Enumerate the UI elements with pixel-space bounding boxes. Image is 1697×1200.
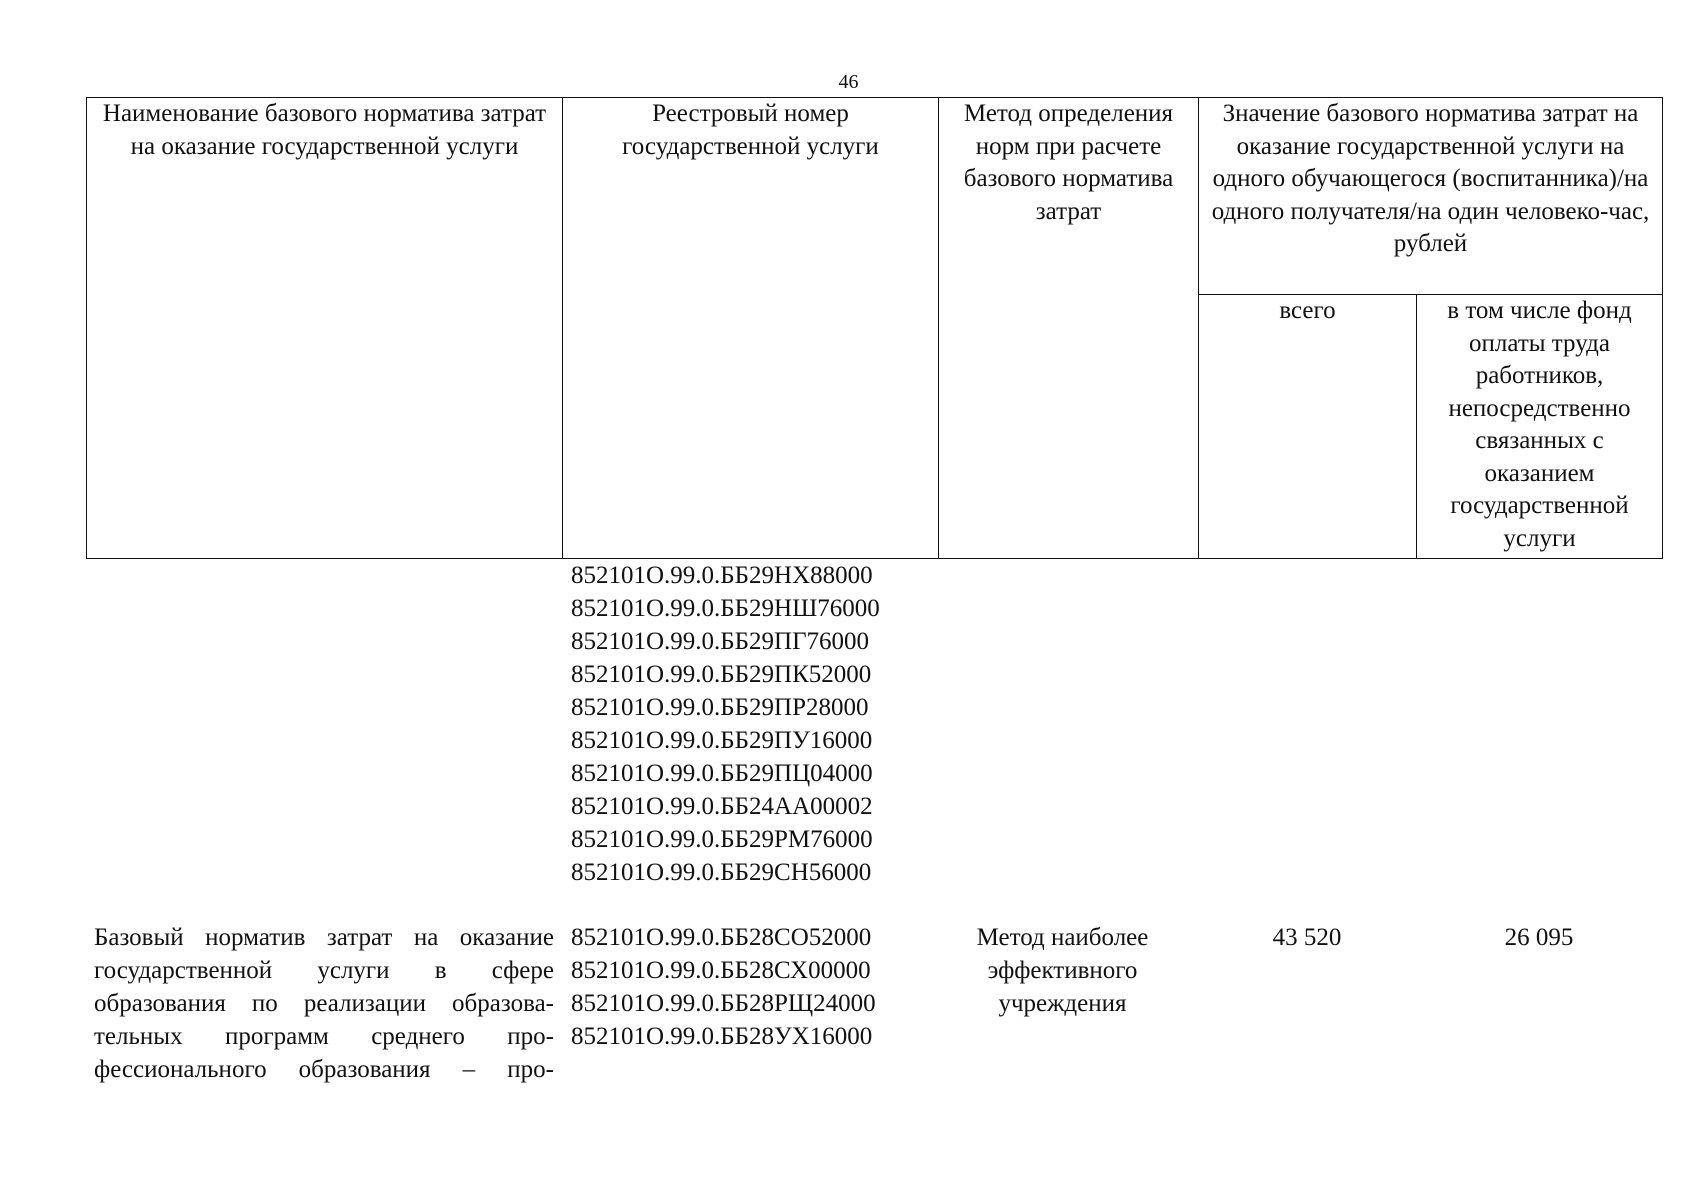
registry-code: 852101О.99.0.ББ29НШ76000 <box>571 595 880 622</box>
total-value-cell: 43 520 <box>1272 924 1342 951</box>
norm-name-line: тельных программ среднего про- <box>94 1023 554 1050</box>
payroll-value-cell: 26 095 <box>1504 924 1574 951</box>
method-cell: Метод наиболее эффективного учреждения <box>976 924 1149 1017</box>
table-header <box>86 97 1663 559</box>
header-name-column: Наименование базового норматива затрат на оказание государственной услуги <box>87 98 563 559</box>
norm-name-cell <box>94 921 554 1086</box>
registry-code: 852101О.99.0.ББ28СХ00000 <box>571 957 871 984</box>
registry-code: 852101О.99.0.ББ28УХ16000 <box>571 1023 873 1050</box>
registry-code: 852101О.99.0.ББ29НХ88000 <box>571 562 873 589</box>
header-payroll-subcolumn: в том числе фонд оплаты труда работников, непосредственно связанных с оказанием государственной услуги <box>1417 295 1663 559</box>
norm-name-line: государственной услуги в сфере <box>94 957 554 984</box>
registry-code: 852101О.99.0.ББ29РМ76000 <box>571 826 873 853</box>
header-method-column: Метод определения норм при расчете базового норматива затрат <box>939 98 1199 559</box>
registry-code: 852101О.99.0.ББ29ПУ16000 <box>571 727 873 754</box>
norm-name-line: образования по реализации образова- <box>94 990 554 1017</box>
registry-code: 852101О.99.0.ББ29ПК52000 <box>571 661 872 688</box>
header-total-subcolumn: всего <box>1199 295 1417 559</box>
registry-code: 852101О.99.0.ББ29ПГ76000 <box>571 628 870 655</box>
registry-code: 852101О.99.0.ББ28СО52000 <box>571 924 872 951</box>
row-codes-list <box>571 921 951 1053</box>
page-number: 46 <box>838 71 859 93</box>
registry-code: 852101О.99.0.ББ29ПР28000 <box>571 694 869 721</box>
continued-codes-list <box>571 559 951 889</box>
norm-name-line: Базовый норматив затрат на оказание <box>94 924 554 951</box>
registry-code: 852101О.99.0.ББ24АА00002 <box>571 793 873 820</box>
registry-code: 852101О.99.0.ББ29СН56000 <box>571 859 872 886</box>
norm-name-line: фессионального образования – про- <box>94 1056 554 1083</box>
header-value-column: Значение базового норматива затрат на оказание государственной услуги на одного обучающегося (воспитанника)/на одного получателя/на один человеко-час, рублей <box>1199 98 1663 295</box>
registry-code: 852101О.99.0.ББ29ПЦ04000 <box>571 760 873 787</box>
header-registry-number-column: Реестровый номер государственной услуги <box>563 98 939 559</box>
registry-code: 852101О.99.0.ББ28РЩ24000 <box>571 990 876 1017</box>
